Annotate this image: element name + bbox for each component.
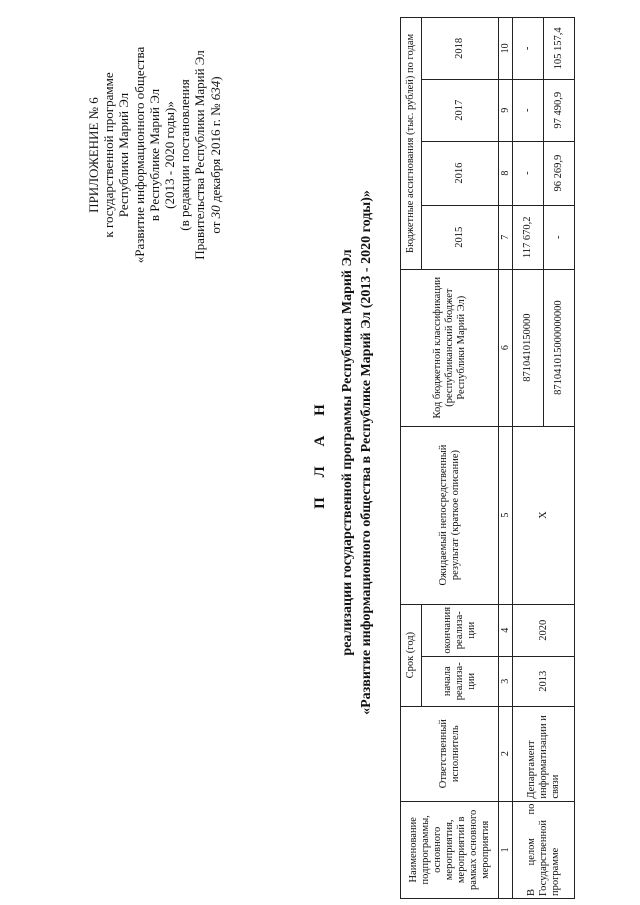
date-day: 30	[207, 205, 223, 219]
col-number: 10	[499, 18, 513, 80]
row-result: Х	[513, 426, 575, 604]
row-2018: -	[513, 18, 544, 80]
row-2015: 117 670,2	[513, 205, 544, 269]
plan-title: П Л А Н	[312, 396, 328, 509]
appendix-date-line	[208, 15, 223, 295]
col-number: 9	[499, 79, 513, 141]
date-rest: декабря 2016 г. №	[207, 103, 223, 203]
row-2018: 105 157,4	[544, 18, 575, 80]
col-term-header: Срок (год)	[401, 604, 422, 706]
col-term-end-header: окончания реализа-ции	[422, 604, 499, 656]
col-year-2018: 2018	[422, 18, 499, 80]
header-row	[401, 18, 422, 899]
col-number: 8	[499, 141, 513, 205]
plan-table	[400, 17, 575, 899]
column-number-row	[499, 18, 513, 899]
row-end-year: 2020	[513, 604, 575, 656]
plan-subtitle-2: «Развитие информационного общества в Республике Марий Эл (2013 - 2020 годы)»	[359, 190, 374, 715]
col-number: 2	[499, 706, 513, 801]
row-executor: Департамент информатизации и связи	[513, 706, 575, 801]
appendix-line: (в редакции постановления	[177, 79, 193, 231]
col-year-2016: 2016	[422, 141, 499, 205]
row-2015: -	[544, 205, 575, 269]
col-number: 4	[499, 604, 513, 656]
col-code-header: Код бюджетной классификации (республиканский бюджет Республики Марий Эл)	[401, 269, 499, 426]
table-row	[513, 18, 544, 899]
row-2016: -	[513, 141, 544, 205]
row-2017: 97 490,9	[544, 79, 575, 141]
row-code: 8710410150000	[513, 269, 544, 426]
col-number: 3	[499, 656, 513, 706]
col-number: 1	[499, 801, 513, 898]
appendix-line: ПРИЛОЖЕНИЕ № 6	[86, 97, 101, 213]
col-name-header: Наименование подпрограммы, основного мероприятия, мероприятий в рамках основного мероприятия	[401, 801, 499, 898]
appendix-line: в Республике Марий Эл	[146, 88, 162, 222]
resolution-number: 634	[207, 80, 223, 101]
date-prefix: от	[207, 221, 223, 234]
appendix-line: к государственной программе	[101, 72, 117, 238]
row-2017: -	[513, 79, 544, 141]
col-year-2015: 2015	[422, 205, 499, 269]
row-code: 871041015000000000	[544, 269, 575, 426]
col-term-start-header: начала реализа-ции	[422, 656, 499, 706]
appendix-line: (2013 - 2020 годы)»	[162, 101, 178, 209]
date-close: )	[207, 76, 223, 81]
appendix-line: Республики Марий Эл	[116, 92, 132, 218]
col-number: 6	[499, 269, 513, 426]
appendix-header	[86, 15, 223, 295]
appendix-line: «Развитие информационного общества	[131, 46, 147, 264]
col-number: 5	[499, 426, 513, 604]
col-result-header: Ожидаемый непосредственный результат (краткое описание)	[401, 426, 499, 604]
row-name: В целом по Государственной программе	[513, 801, 575, 898]
col-executor-header: Ответственный исполнитель	[401, 706, 499, 801]
appendix-line: Правительства Республики Марий Эл	[192, 50, 208, 260]
row-2016: 96 269,9	[544, 141, 575, 205]
col-budget-header: Бюджетные ассигнования (тыс. рублей) по годам	[401, 18, 422, 270]
row-start-year: 2013	[513, 656, 575, 706]
plan-subtitle-1: реализации государственной программы Республики Марий Эл	[340, 249, 355, 656]
col-number: 7	[499, 205, 513, 269]
col-year-2017: 2017	[422, 79, 499, 141]
